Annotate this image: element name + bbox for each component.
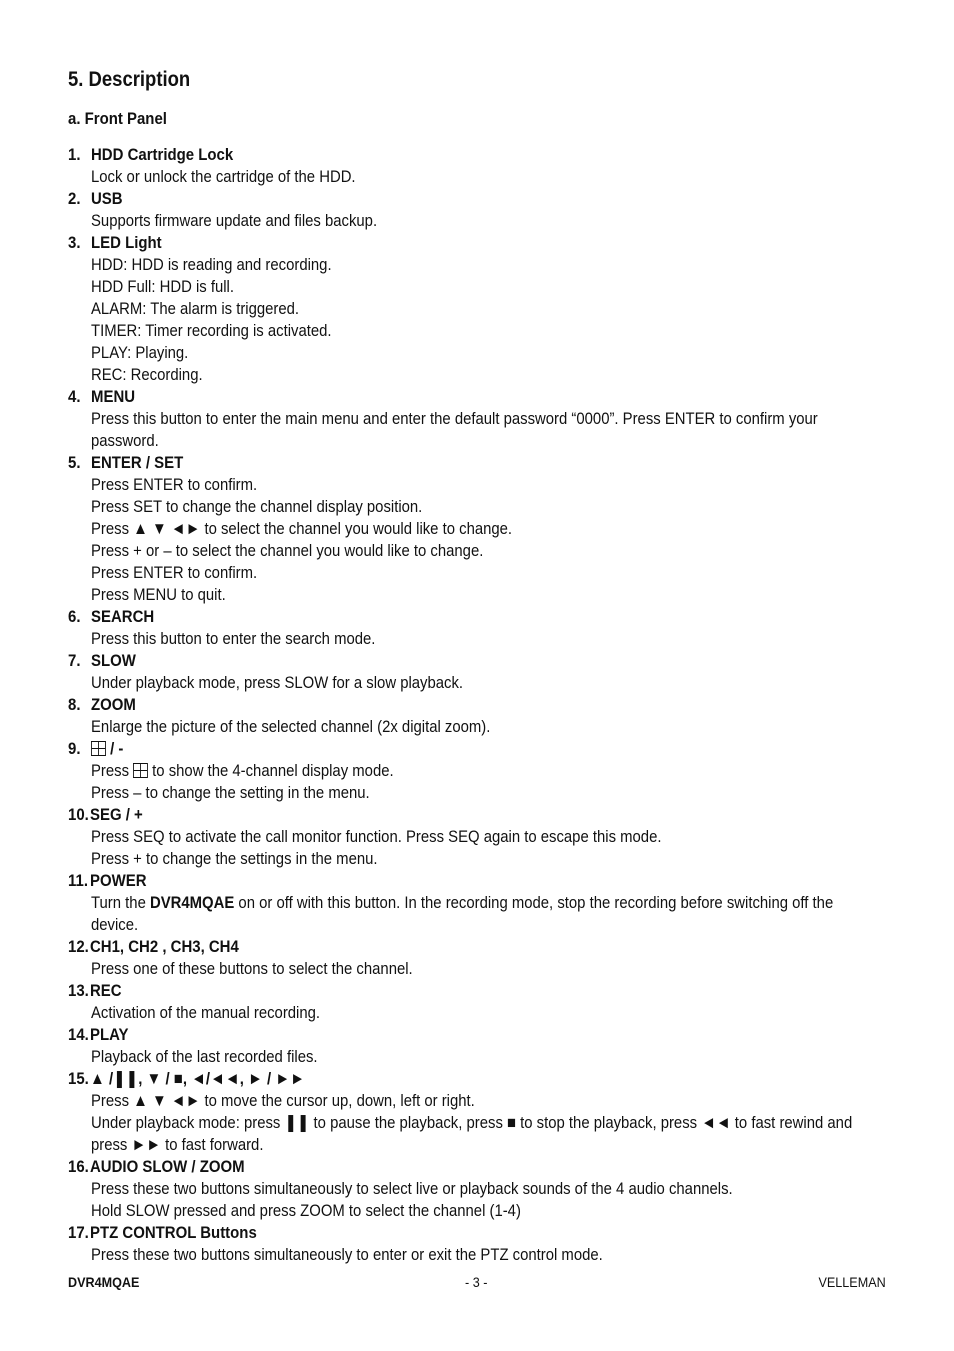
item-text: Turn the DVR4MQAE on or off with this button. In the recording mode, stop the recording before switching off the [91, 893, 834, 912]
item-number: 4. [68, 387, 81, 406]
item-number: 6. [68, 607, 81, 626]
list-item [68, 1156, 888, 1222]
item-number: 16. [68, 1157, 89, 1176]
item-number: 2. [68, 189, 81, 208]
item-text: Activation of the manual recording. [91, 1003, 321, 1022]
item-text: press ►► to fast forward. [91, 1135, 264, 1154]
list-item [68, 804, 888, 870]
item-number: 17. [68, 1223, 89, 1242]
list-item [68, 606, 888, 650]
item-text: Under playback mode: press ❚❚ to pause the playback, press ■ to stop the playback, press ◄◄ to fast rewind and [91, 1113, 853, 1132]
section-title: 5. Description [68, 68, 191, 91]
item-title: PTZ CONTROL Buttons [90, 1223, 257, 1242]
item-text: Press + to change the settings in the menu. [91, 849, 378, 868]
item-number: 12. [68, 937, 89, 956]
list-item [68, 694, 888, 738]
item-title: MENU [91, 387, 136, 406]
item-text: Lock or unlock the cartridge of the HDD. [91, 167, 356, 186]
item-text: Press ▲ ▼ ◄► to move the cursor up, down, left or right. [91, 1091, 475, 1110]
item-text: Press SEQ to activate the call monitor function. Press SEQ again to escape this mode. [91, 827, 662, 846]
quad-grid-icon [91, 741, 106, 756]
item-title: PLAY [90, 1025, 129, 1044]
item-text: Press to show the 4-channel display mode. [91, 761, 394, 780]
front-panel-list [68, 144, 888, 1266]
list-item [68, 870, 888, 936]
item-title: ▲ /❚❚, ▼ / ■, ◄/◄◄, ► / ►► [90, 1069, 305, 1088]
list-item [68, 936, 888, 980]
item-number: 1. [68, 145, 81, 164]
item-text: HDD: HDD is reading and recording. [91, 255, 332, 274]
item-text: Press ENTER to confirm. [91, 563, 258, 582]
item-number: 15. [68, 1069, 89, 1088]
item-number: 5. [68, 453, 81, 472]
footer-page-number: - 3 - [465, 1274, 488, 1290]
item-title: ENTER / SET [91, 453, 184, 472]
item-text: Press + or – to select the channel you would like to change. [91, 541, 484, 560]
item-text: ALARM: The alarm is triggered. [91, 299, 300, 318]
item-title: REC [90, 981, 122, 1000]
item-text: PLAY: Playing. [91, 343, 189, 362]
item-number: 14. [68, 1025, 89, 1044]
item-title: USB [91, 189, 123, 208]
list-item [68, 232, 888, 386]
item-text: Supports firmware update and files backup. [91, 211, 378, 230]
footer-brand: VELLEMAN [818, 1274, 886, 1290]
item-text: Press these two buttons simultaneously to select live or playback sounds of the 4 audio channels. [91, 1179, 733, 1198]
item-title: SEARCH [91, 607, 155, 626]
item-text: TIMER: Timer recording is activated. [91, 321, 332, 340]
item-text: Enlarge the picture of the selected channel (2x digital zoom). [91, 717, 491, 736]
item-title: CH1, CH2 , CH3, CH4 [90, 937, 239, 956]
item-title: HDD Cartridge Lock [91, 145, 234, 164]
item-text: Press these two buttons simultaneously to enter or exit the PTZ control mode. [91, 1245, 603, 1264]
item-number: 9. [68, 739, 81, 758]
list-item [68, 1222, 888, 1266]
item-text: Press ▲ ▼ ◄► to select the channel you would like to change. [91, 519, 513, 538]
list-item [68, 980, 888, 1024]
subsection-title: a. Front Panel [68, 109, 167, 128]
item-title: LED Light [91, 233, 162, 252]
item-text: HDD Full: HDD is full. [91, 277, 234, 296]
list-item [68, 1024, 888, 1068]
item-number: 10. [68, 805, 89, 824]
item-number: 7. [68, 651, 81, 670]
item-text: Press one of these buttons to select the channel. [91, 959, 413, 978]
item-title: ZOOM [91, 695, 136, 714]
item-text: Playback of the last recorded files. [91, 1047, 318, 1066]
list-item [68, 738, 888, 804]
list-item [68, 452, 888, 606]
footer-model: DVR4MQAE [68, 1274, 140, 1290]
list-item [68, 144, 888, 188]
item-title: SEG / + [90, 805, 143, 824]
item-number: 8. [68, 695, 81, 714]
item-title: SLOW [91, 651, 136, 670]
item-title: POWER [90, 871, 147, 890]
item-text: Press this button to enter the main menu and enter the default password “0000”. Press ENTER to confirm your password. [91, 409, 818, 450]
item-text: Press SET to change the channel display position. [91, 497, 423, 516]
item-text: REC: Recording. [91, 365, 203, 384]
item-number: 11. [68, 871, 88, 890]
item-text: Press this button to enter the search mode. [91, 629, 376, 648]
item-text: Press – to change the setting in the menu. [91, 783, 370, 802]
list-item [68, 1068, 888, 1156]
item-title: AUDIO SLOW / ZOOM [90, 1157, 245, 1176]
model-name: DVR4MQAE [149, 893, 235, 912]
item-text: Press ENTER to confirm. [91, 475, 258, 494]
item-text: Under playback mode, press SLOW for a slow playback. [91, 673, 464, 692]
list-item [68, 188, 888, 232]
item-text: Press MENU to quit. [91, 585, 226, 604]
item-text: device. [91, 915, 139, 934]
item-text: Hold SLOW pressed and press ZOOM to select the channel (1-4) [91, 1201, 521, 1220]
item-title: / - [91, 738, 123, 760]
item-number: 13. [68, 981, 89, 1000]
quad-grid-icon [133, 763, 148, 778]
list-item [68, 650, 888, 694]
list-item [68, 386, 888, 452]
item-number: 3. [68, 233, 81, 252]
